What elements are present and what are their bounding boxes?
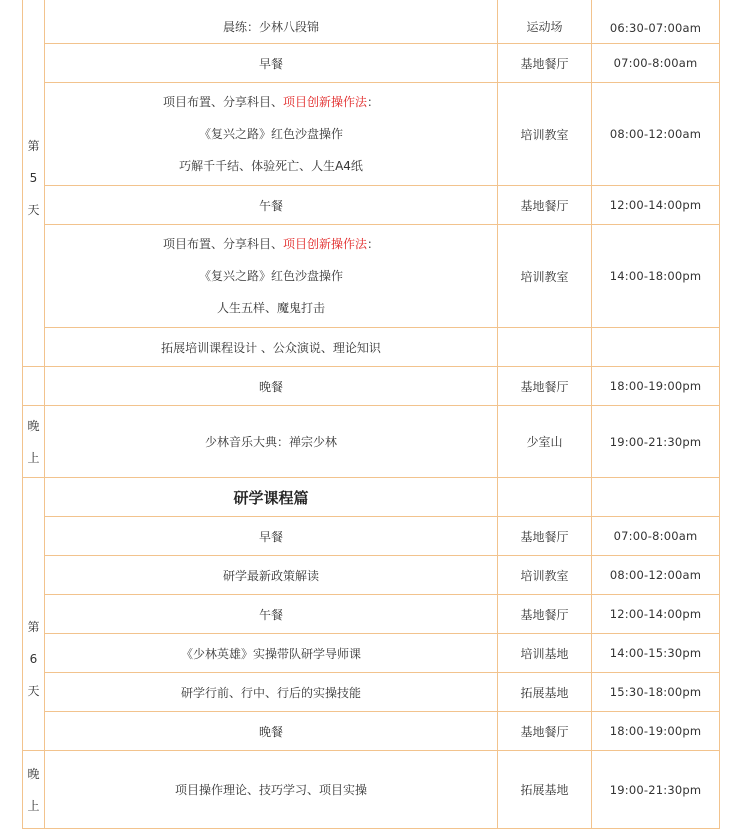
time-cell: 19:00-21:30pm xyxy=(592,751,720,829)
time-cell: 18:00-19:00pm xyxy=(592,712,720,751)
time-cell: 19:00-21:30pm xyxy=(592,406,720,478)
time-cell: 14:00-18:00pm xyxy=(592,225,720,328)
table-row xyxy=(23,712,720,751)
time-cell xyxy=(592,478,720,517)
table-row xyxy=(23,478,720,517)
table-row xyxy=(23,595,720,634)
activity-cell: 项目操作理论、技巧学习、项目实操 xyxy=(45,751,498,829)
location-cell: 少室山 xyxy=(498,406,592,478)
table-row xyxy=(23,556,720,595)
location-cell: 基地餐厅 xyxy=(498,712,592,751)
highlight-text: 项目创新操作法 xyxy=(282,237,367,251)
time-cell: 18:00-19:00pm xyxy=(592,367,720,406)
time-cell: 07:00-8:00am xyxy=(592,517,720,556)
location-cell: 培训教室 xyxy=(498,83,592,186)
highlight-text: 项目创新操作法 xyxy=(282,95,367,109)
activity-cell: 晚餐 xyxy=(45,712,498,751)
table-row xyxy=(23,83,720,186)
location-cell: 培训教室 xyxy=(498,225,592,328)
day-5-label: 第 5 天 xyxy=(23,0,45,367)
activity-line: 巧解千千结、体验死亡、人生A4纸 xyxy=(179,159,363,173)
activity-cell: 午餐 xyxy=(45,595,498,634)
activity-cell: 研学行前、行中、行后的实操技能 xyxy=(45,673,498,712)
activity-line: 人生五样、魔鬼打击 xyxy=(216,301,325,315)
activity-line: 《复兴之路》红色沙盘操作 xyxy=(198,269,343,283)
time-cell: 08:00-12:00am xyxy=(592,83,720,186)
location-cell: 基地餐厅 xyxy=(498,367,592,406)
evening-label: 晚 上 xyxy=(23,406,45,478)
time-cell: 15:30-18:00pm xyxy=(592,673,720,712)
table-row xyxy=(23,328,720,367)
day-6-label: 第 6 天 xyxy=(23,478,45,751)
time-cell: 07:00-8:00am xyxy=(592,44,720,83)
location-cell: 运动场 xyxy=(498,0,592,44)
location-cell: 基地餐厅 xyxy=(498,595,592,634)
activity-cell xyxy=(45,83,498,186)
activity-cell: 午餐 xyxy=(45,186,498,225)
table-row xyxy=(23,517,720,556)
time-cell: 12:00-14:00pm xyxy=(592,186,720,225)
section-title: 研学课程篇 xyxy=(45,478,498,517)
activity-cell xyxy=(45,225,498,328)
activity-cell: 晨练：少林八段锦 xyxy=(45,0,498,44)
table-row xyxy=(23,634,720,673)
location-cell: 培训教室 xyxy=(498,556,592,595)
activity-cell: 晚餐 xyxy=(45,367,498,406)
location-cell: 拓展基地 xyxy=(498,751,592,829)
table-row xyxy=(23,186,720,225)
schedule-table xyxy=(22,0,720,829)
activity-cell: 拓展培训课程设计 、公众演说、理论知识 xyxy=(45,328,498,367)
time-cell: 12:00-14:00pm xyxy=(592,595,720,634)
activity-line: 项目布置、分享科目、项目创新操作法： xyxy=(162,95,380,109)
activity-cell: 《少林英雄》实操带队研学导师课 xyxy=(45,634,498,673)
activity-line: 项目布置、分享科目、项目创新操作法： xyxy=(162,237,380,251)
activity-cell: 早餐 xyxy=(45,517,498,556)
table-row xyxy=(23,0,720,44)
table-row xyxy=(23,44,720,83)
activity-cell: 研学最新政策解读 xyxy=(45,556,498,595)
table-row xyxy=(23,751,720,829)
activity-line: 《复兴之路》红色沙盘操作 xyxy=(198,127,343,141)
location-cell: 基地餐厅 xyxy=(498,517,592,556)
location-cell: 拓展基地 xyxy=(498,673,592,712)
time-cell: 08:00-12:00am xyxy=(592,556,720,595)
location-cell xyxy=(498,328,592,367)
evening-label: 晚 上 xyxy=(23,751,45,829)
table-row xyxy=(23,225,720,328)
day-cell-empty xyxy=(23,367,45,406)
location-cell xyxy=(498,478,592,517)
location-cell: 培训基地 xyxy=(498,634,592,673)
table-row xyxy=(23,673,720,712)
time-cell xyxy=(592,328,720,367)
location-cell: 基地餐厅 xyxy=(498,186,592,225)
time-cell: 14:00-15:30pm xyxy=(592,634,720,673)
table-row xyxy=(23,367,720,406)
table-row xyxy=(23,406,720,478)
location-cell: 基地餐厅 xyxy=(498,44,592,83)
activity-cell: 早餐 xyxy=(45,44,498,83)
time-cell: 06:30-07:00am xyxy=(592,0,720,44)
activity-cell: 少林音乐大典：禅宗少林 xyxy=(45,406,498,478)
